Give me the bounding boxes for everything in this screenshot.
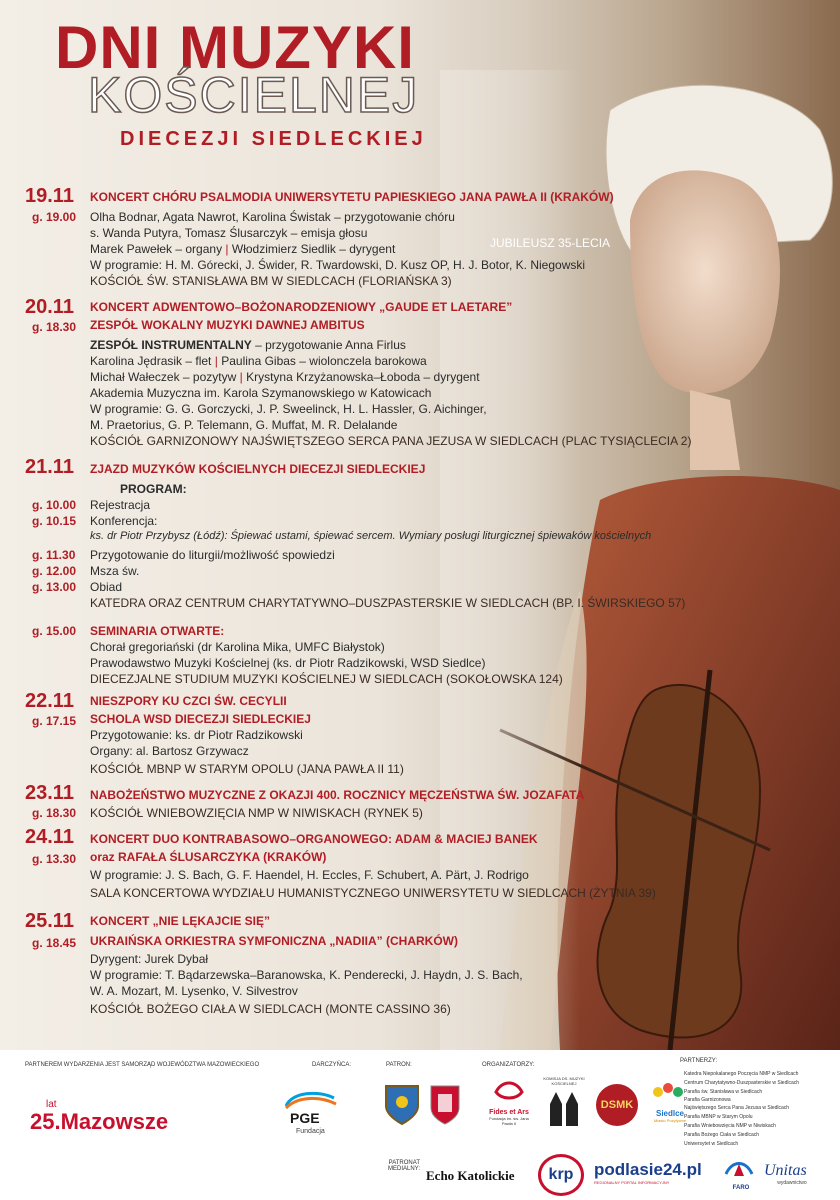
podlasie24-logo: podlasie24.pl REGIONALNY PORTAL INFORMACYJNY [594, 1160, 702, 1185]
event-location: SALA KONCERTOWA WYDZIAŁU HUMANISTYCZNEGO UNIWERSYTETU W SIEDLCACH (ŻYTNIA 39) [90, 886, 656, 900]
event-line: Organy: al. Bartosz Grzywacz [90, 744, 249, 758]
saint-cecilia-painting [440, 70, 840, 1050]
event-time: g. 18.30 [32, 806, 77, 820]
event-subtitle: oraz RAFAŁA ŚLUSARCZYKA (KRAKÓW) [90, 850, 327, 864]
program-item: Rejestracja [90, 498, 151, 512]
event-time: g. 18.30 [32, 320, 77, 334]
sponsors-footer: PARTNEREM WYDARZENIA JEST SAMORZĄD WOJEWÓDZTWA MAZOWIECKIEGO DARCZYŃCA: PATRON: ORGANIZATORZY: PARTNERZY: lat 25.Mazowsze PGE Fundacja Fides et Ars Fundacja im. św. Jana Pawła II KOMISJA DS. MUZYKI KOŚCIELNEJ DSMK Siedlce Miasto Pozytywne Katedra Niepokalanego Poczęcia NMP w Siedlcach Centrum Charytatywno-Duszpasterskie w Siedlcach Parafia św. Stanisława w Siedlcach Parafia Garnizonowa Najświętszego Serca Pana Jezusa w Siedlcach Parafia MBNP w Starym Opolu Parafia Wniebowzięcia NMP w Niwiskach Parafia Bożego Ciała w Siedlcach Uniwersytet w Siedlcach PATRONAT MEDIALNY: Echo Katolickie krp podlasie24.pl REGIONALNY PORTAL INFORMACYJNY FARO Unitas wydawnictwo [0, 1050, 840, 1200]
program-time: g. 12.00 [32, 564, 77, 578]
event-location: KATEDRA ORAZ CENTRUM CHARYTATYWNO–DUSZPASTERSKIE W SIEDLCACH (BP. I. ŚWIRSKIEGO 57) [90, 596, 686, 610]
partner-item: Centrum Charytatywno-Duszpasterskie w Siedlcach [684, 1080, 800, 1086]
program-item: Msza św. [90, 564, 140, 578]
program-item: Konferencja: [90, 514, 158, 528]
event-line: Akademia Muzyczna im. Karola Szymanowskiego w Katowicach [90, 386, 432, 400]
echo-katolickie-logo: Echo Katolickie [426, 1168, 515, 1183]
event-title: ZJAZD MUZYKÓW KOŚCIELNYCH DIECEZJI SIEDLECKIEJ [90, 462, 426, 476]
event-line: Karolina Jędrasik – flet | Paulina Gibas – wiolonczela barokowa [90, 354, 427, 368]
media-patron-label: PATRONAT MEDIALNY: [388, 1160, 421, 1172]
program-time: g. 11.30 [32, 548, 76, 562]
dsmk-logo: DSMK [596, 1084, 638, 1126]
bishop-coat-of-arms-icon [380, 1082, 424, 1131]
event-date: 23.11 [25, 782, 74, 804]
event-location: KOŚCIÓŁ MBNP W STARYM OPOLU (JANA PAWŁA II 11) [90, 762, 404, 776]
event-time: g. 13.30 [32, 852, 77, 866]
patron-label: PATRON: [386, 1062, 412, 1068]
pge-logo: PGE Fundacja [282, 1088, 342, 1117]
program-item: Obiad [90, 580, 123, 594]
partner-item: Parafia Garnizonowa [684, 1097, 731, 1103]
unitas-logo: Unitas wydawnictwo [764, 1162, 807, 1186]
event-program: W programie: J. S. Bach, G. F. Haendel, H. Eccles, F. Schubert, A. Pärt, J. Rodrigo [90, 868, 529, 882]
event-program: W programie: G. G. Gorczycki, J. P. Sweelinck, H. L. Hassler, G. Aichinger, [90, 402, 487, 416]
event-date: 21.11 [25, 456, 74, 478]
event-title: KONCERT DUO KONTRABASOWO–ORGANOWEGO: ADAM & MACIEJ BANEK [90, 832, 538, 846]
partner-item: Parafia Bożego Ciała w Siedlcach [684, 1132, 760, 1138]
event-line: ZESPÓŁ INSTRUMENTALNY – przygotowanie Anna Firlus [90, 338, 406, 352]
event-subtitle: UKRAIŃSKA ORKIESTRA SYMFONICZNA „NADIIA” (CHARKÓW) [90, 934, 458, 948]
siedlce-logo: Siedlce Miasto Pozytywne [648, 1080, 692, 1123]
seminar-title: SEMINARIA OTWARTE: [90, 624, 225, 638]
event-date: 24.11 [25, 826, 74, 848]
event-line: s. Wanda Putyra, Tomasz Ślusarczyk – emisja głosu [90, 226, 368, 240]
faro-logo: FARO [724, 1158, 758, 1191]
program-item: Przygotowanie do liturgii/możliwość spowiedzi [90, 548, 335, 562]
event-line: Przygotowanie: ks. dr Piotr Radzikowski [90, 728, 303, 742]
partner-item: Parafia MBNP w Starym Opolu [684, 1114, 753, 1120]
event-date: 19.11 [25, 185, 74, 207]
partner-note: PARTNEREM WYDARZENIA JEST SAMORZĄD WOJEWÓDZTWA MAZOWIECKIEGO [25, 1062, 260, 1068]
seminar-item: Prawodawstwo Muzyki Kościelnej (ks. dr Piotr Radzikowski, WSD Siedlce) [90, 656, 486, 670]
event-time: g. 19.00 [32, 210, 77, 224]
title-line1: DNI MUZYKI [55, 14, 415, 81]
partner-item: Parafia Wniebowzięcia NMP w Niwiskach [684, 1123, 776, 1129]
krp-logo: krp [538, 1154, 584, 1196]
event-date: 22.11 [25, 690, 74, 712]
program-label: PROGRAM: [120, 482, 187, 496]
partners-label: PARTNERZY: [680, 1058, 718, 1064]
event-date: 25.11 [25, 910, 74, 932]
event-subtitle: ZESPÓŁ WOKALNY MUZYKI DAWNEJ AMBITUS [90, 318, 365, 332]
seminar-time: g. 15.00 [32, 624, 77, 638]
event-location: KOŚCIÓŁ BOŻEGO CIAŁA W SIEDLCACH (MONTE CASSINO 36) [90, 1002, 451, 1016]
event-location: KOŚCIÓŁ WNIEBOWZIĘCIA NMP W NIWISKACH (RYNEK 5) [90, 806, 423, 820]
program-time: g. 10.15 [32, 514, 77, 528]
event-program: M. Praetorius, G. P. Telemann, G. Muffat, M. R. Delalande [90, 418, 398, 432]
event-title: NABOŻEŃSTWO MUZYCZNE Z OKAZJI 400. ROCZNICY MĘCZEŃSTWA ŚW. JOZAFATA [90, 788, 585, 802]
program-item: ks. dr Piotr Przybysz (Łódź): Śpiewać ustami, śpiewać sercem. Wymiary posługi liturgicznej śpiewaków kościelnych [90, 530, 652, 542]
event-date: 20.11 [25, 296, 74, 318]
partner-item: Parafia św. Stanisława w Siedlcach [684, 1089, 763, 1095]
event-line: Olha Bodnar, Agata Nawrot, Karolina Świstak – przygotowanie chóru [90, 210, 455, 224]
event-program: W programie: T. Bądarzewska–Baranowska, K. Penderecki, J. Haydn, J. S. Bach, [90, 968, 523, 982]
jubilee-note: JUBILEUSZ 35-LECIA [490, 236, 611, 250]
event-title: KONCERT ADWENTOWO–BOŻONARODZENIOWY „GAUDE ET LAETARE” [90, 300, 513, 314]
event-line: Michał Wałeczek – pozytyw | Krystyna Krzyżanowska–Łoboda – dyrygent [90, 370, 480, 384]
partners-list [684, 1070, 799, 1149]
event-time: g. 17.15 [32, 714, 77, 728]
partner-item: Najświętszego Serca Pana Jezusa w Siedlcach [684, 1105, 790, 1111]
event-time: g. 18.45 [32, 936, 77, 950]
event-location: KOŚCIÓŁ GARNIZONOWY NAJŚWIĘTSZEGO SERCA PANA JEZUSA W SIEDLCACH (PLAC TYSIĄCLECIA 2) [90, 434, 692, 448]
event-title: KONCERT CHÓRU PSALMODIA UNIWERSYTETU PAPIESKIEGO JANA PAWŁA II (KRAKÓW) [90, 190, 614, 204]
subtitle: DIECEZJI SIEDLECKIEJ [120, 128, 427, 150]
city-coat-of-arms-icon [428, 1082, 462, 1131]
title-line2: KOŚCIELNEJ [88, 67, 420, 123]
donor-label: DARCZYŃCA: [312, 1062, 352, 1068]
fides-et-ars-logo: Fides et Ars Fundacja im. św. Jana Pawła II [484, 1078, 534, 1126]
event-line: Marek Pawełek – organy | Włodzimierz Siedlik – dyrygent [90, 242, 396, 256]
event-subtitle: SCHOLA WSD DIECEZJI SIEDLECKIEJ [90, 712, 311, 726]
program-time: g. 13.00 [32, 580, 77, 594]
organizers-label: ORGANIZATORZY: [482, 1062, 535, 1068]
commission-logo: KOMISJA DS. MUZYKI KOŚCIELNEJ [540, 1076, 588, 1131]
partner-item: Katedra Niepokalanego Poczęcia NMP w Siedlcach [684, 1071, 799, 1077]
event-program: W programie: H. M. Górecki, J. Świder, R. Twardowski, D. Kusz OP, H. J. Botor, K. Niegowski [90, 258, 586, 272]
program-time: g. 10.00 [32, 498, 77, 512]
seminar-location: DIECEZJALNE STUDIUM MUZYKI KOŚCIELNEJ W SIEDLCACH (SOKOŁOWSKA 124) [90, 672, 563, 686]
event-location: KOŚCIÓŁ ŚW. STANISŁAWA BM W SIEDLCACH (FLORIAŃSKA 3) [90, 274, 452, 288]
event-line: Dyrygent: Jurek Dybał [90, 952, 209, 966]
event-title: KONCERT „NIE LĘKAJCIE SIĘ” [90, 914, 271, 928]
seminar-item: Chorał gregoriański (dr Karolina Mika, UMFC Białystok) [90, 640, 385, 654]
event-title: NIESZPORY KU CZCI ŚW. CECYLII [90, 694, 287, 708]
partner-item: Uniwersytet w Siedlcach [684, 1141, 739, 1147]
event-program: W. A. Mozart, M. Lysenko, V. Silvestrov [90, 984, 298, 998]
